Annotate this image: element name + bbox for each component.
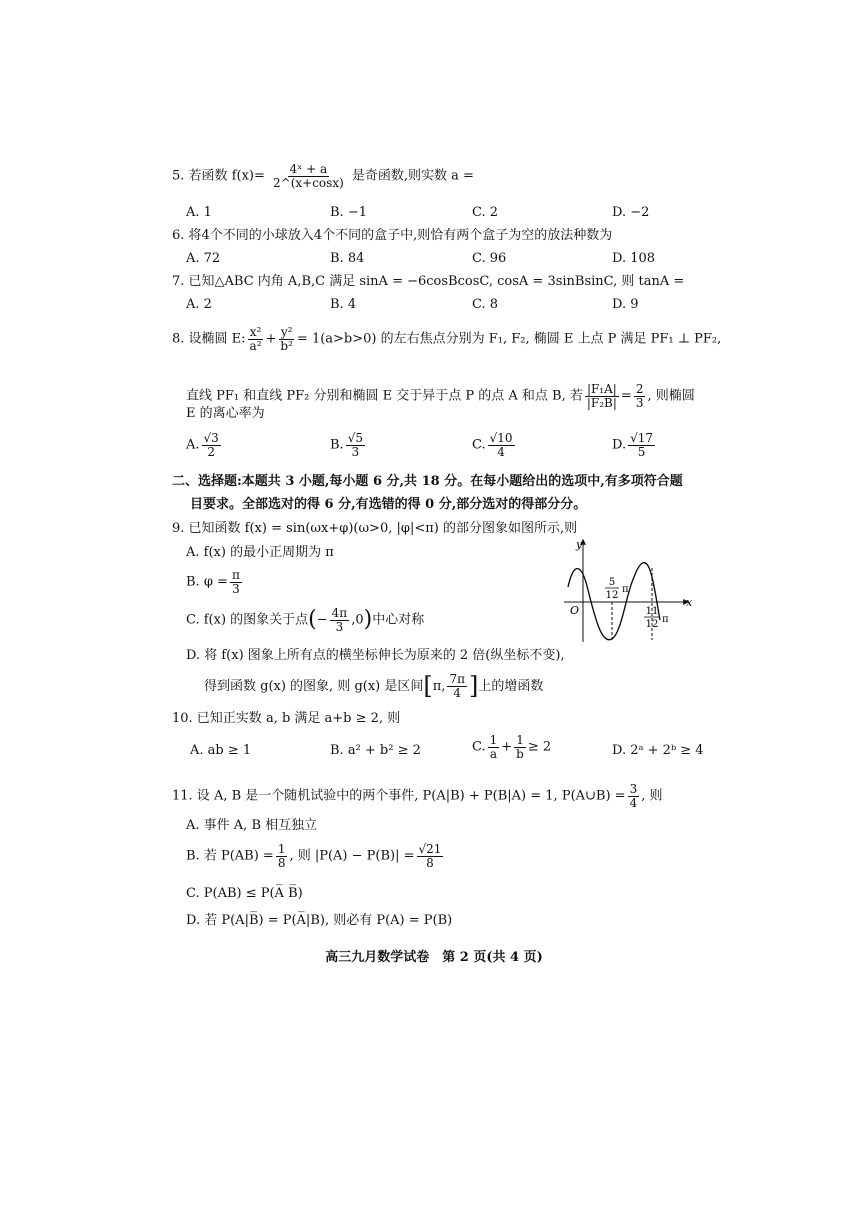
q7-option-a: A. 2 <box>186 297 212 312</box>
q5-option-a: A. 1 <box>186 205 212 220</box>
q9-d-post: 上的增函数 <box>478 678 544 694</box>
q8-option-d-num: √17 <box>630 431 654 445</box>
q8-option-c <box>472 432 517 458</box>
x-label: x <box>686 596 693 609</box>
q11-b-num2: √21 <box>418 842 442 856</box>
q11-num: 3 <box>629 782 638 796</box>
q5-option-c: C. 2 <box>472 205 499 220</box>
q10-option-d: D. 2ᵃ + 2ᵇ ≥ 4 <box>612 743 704 758</box>
q8-ratio-num: |F₁A| <box>586 382 617 396</box>
q8-option-b-label: B. <box>330 437 344 453</box>
q8-frac-y-num: y² <box>280 325 293 339</box>
q7-stem: 7. 已知△ABC 内角 A,B,C 满足 sinA = −6cosBcosC, cosA = 3sinBsinC, 则 tanA = <box>172 274 685 289</box>
q8-option-c-den: 4 <box>497 444 505 459</box>
q10-c-num2: 1 <box>516 733 524 747</box>
q8-ratio-value-num: 2 <box>635 382 644 396</box>
q5-option-d: D. −2 <box>612 205 650 220</box>
q5-stem <box>172 163 474 189</box>
q8-frac-x-num: x² <box>249 325 262 339</box>
q10-stem: 10. 已知正实数 a, b 满足 a+b ≥ 2, 则 <box>172 711 401 726</box>
q8-frac-y <box>278 326 295 352</box>
q8-option-b-den: 3 <box>351 444 360 459</box>
q8-option-b <box>330 432 367 458</box>
q11-option-a: A. 事件 A, B 相互独立 <box>186 818 318 833</box>
q9-c-num: 4π <box>331 606 348 621</box>
q6-option-a: A. 72 <box>186 251 221 266</box>
q11-b-frac <box>276 843 288 869</box>
q7-option-c: C. 8 <box>472 297 499 312</box>
q8-text-b: = 1(a>b>0) 的左右焦点分别为 F₁, F₂, 椭圆 E 上点 P 满足 PF₁ ⊥ PF₂, <box>296 331 722 347</box>
q5-fx: f(x)= <box>231 168 265 184</box>
q9-stem: 9. 已知函数 f(x) = sin(ωx+φ)(ω>0, |φ|<π) 的部分图象如图所示,则 <box>172 521 578 536</box>
q11-b-num: 1 <box>277 842 286 856</box>
q11-stem <box>172 783 662 809</box>
q10-option-a: A. ab ≥ 1 <box>190 743 252 758</box>
q11-den: 4 <box>629 795 638 810</box>
q8-option-d-den: 5 <box>637 444 646 459</box>
q9-c-pre: C. f(x) 的图象关于点 <box>186 612 309 628</box>
q10-c-den1: a <box>489 746 498 761</box>
q8-option-c-num: √10 <box>489 431 513 445</box>
q9-b-pre: B. φ = <box>186 574 228 590</box>
q8-line1 <box>172 326 721 352</box>
q10-option-c <box>472 734 551 760</box>
q11-b-den: 8 <box>277 855 286 870</box>
q5-suffix: 是奇函数,则实数 a = <box>351 168 474 184</box>
origin-label: O <box>570 604 580 617</box>
q8-plus: + <box>265 331 277 347</box>
q10-c-frac2 <box>514 734 526 760</box>
q8-option-a-den: 2 <box>207 444 215 459</box>
q9-d-frac <box>447 673 467 699</box>
q11-text-post: , 则 <box>641 788 663 804</box>
q8-line3: E 的离心率为 <box>186 406 265 421</box>
q5-option-b: B. −1 <box>330 205 367 220</box>
q9-c-frac <box>330 607 350 633</box>
q9-option-a: A. f(x) 的最小正周期为 π <box>186 545 334 560</box>
q11-frac <box>628 783 640 809</box>
q5-fraction <box>271 163 346 189</box>
q8-option-b-num: √5 <box>347 431 363 445</box>
q10-c-post: ≥ 2 <box>527 739 552 755</box>
q7-option-d: D. 9 <box>612 297 639 312</box>
q5-den: 2^(x+cosx) <box>273 175 344 190</box>
page-footer: 高三九月数学试卷 第 2 页(共 4 页) <box>325 950 543 965</box>
q5-prefix: 5. 若函数 <box>172 168 228 184</box>
q8-option-c-label: C. <box>472 437 486 453</box>
q9-c-den: 3 <box>335 619 344 634</box>
y-label: y <box>576 538 583 551</box>
q7-option-b: B. 4 <box>330 297 357 312</box>
q9-option-d-line2: 得到函数 g(x) 的图象, 则 g(x) 是区间[π, $\frac{7\pi}{4}$ ]上的增函数 <box>204 672 544 700</box>
q8-option-b-frac <box>346 432 365 458</box>
q8-option-c-frac <box>488 432 515 458</box>
q11-b-den2: 8 <box>426 855 434 870</box>
q9-c-post: 中心对称 <box>372 612 425 628</box>
q9-d-den: 4 <box>453 685 462 700</box>
q9-b-den: 3 <box>232 581 240 596</box>
tick2-num: 11 <box>645 606 659 617</box>
q8-eq: = <box>620 388 632 404</box>
q8-option-d-label: D. <box>612 437 627 453</box>
q10-c-num1: 1 <box>489 733 498 747</box>
q8-option-a-label: A. <box>186 437 200 453</box>
q8-frac-x-den: a² <box>249 338 262 353</box>
q8-option-a <box>186 432 223 458</box>
q5-num: 4ˣ + a <box>289 162 328 176</box>
q9-b-num: π <box>231 568 240 582</box>
tick2-pi: π <box>662 614 669 625</box>
q8-option-d-frac <box>628 432 655 458</box>
tick1-pi: π <box>622 584 629 595</box>
tick1-num: 5 <box>608 577 616 588</box>
q9-d-num: 7π <box>449 672 465 687</box>
q9-d-pre: 得到函数 g(x) 的图象, 则 g(x) 是区间 <box>204 678 424 694</box>
q10-c-plus: + <box>501 739 513 755</box>
section2-line2: 目要求。全部选对的得 6 分,有选错的得 0 分,部分选对的得部分分。 <box>190 497 587 512</box>
q8-line2-c: , 则椭圆 <box>647 388 695 404</box>
q10-c-pre: C. <box>472 739 486 755</box>
q8-option-d <box>612 432 657 458</box>
q8-text-a: 8. 设椭圆 E: <box>172 331 246 347</box>
q10-c-den2: b <box>516 746 524 761</box>
q8-ratio-value-den: 3 <box>635 395 644 410</box>
q11-text-pre: 11. 设 A, B 是一个随机试验中的两个事件, P(A|B) + P(B|A) = 1, P(A∪B) = <box>172 788 626 804</box>
q9-option-c: C. f(x) 的图象关于点(− $\frac{4\pi}{3}$ ,0)中心对称 <box>186 606 425 634</box>
q6-option-c: C. 96 <box>472 251 507 266</box>
q9-option-b <box>186 569 244 595</box>
q11-b-pre: B. 若 P(AB) = <box>186 848 274 864</box>
q10-c-frac1 <box>488 734 500 760</box>
q6-stem: 6. 将4个不同的小球放入4个不同的盒子中,则恰有两个盒子为空的放法种数为 <box>172 228 613 243</box>
q8-line2-a: 直线 PF₁ 和直线 PF₂ 分别和椭圆 E 交于异于点 P 的点 A 和点 B, 若 <box>186 388 583 404</box>
q10-option-b: B. a² + b² ≥ 2 <box>330 743 421 758</box>
section2-line1: 二、选择题:本题共 3 小题,每小题 6 分,共 18 分。在每小题给出的选项中,有多项符合题 <box>172 474 683 489</box>
q9-d-int-a: π, <box>432 678 446 694</box>
q6-option-d: D. 108 <box>612 251 656 266</box>
q9-option-d-line1: D. 将 f(x) 图象上所有点的横坐标伸长为原来的 2 倍(纵坐标不变), <box>186 648 565 663</box>
q8-option-a-num: √3 <box>203 431 219 445</box>
q9-sine-graph <box>556 532 696 647</box>
q8-frac-x <box>248 326 264 352</box>
q11-b-frac2 <box>417 843 444 869</box>
q6-option-b: B. 84 <box>330 251 365 266</box>
q9-b-frac <box>230 569 242 595</box>
q8-ratio <box>585 383 619 409</box>
q11-b-mid: , 则 |P(A) − P(B)| = <box>289 848 415 864</box>
q8-frac-y-den: b² <box>280 338 293 353</box>
q8-ratio-den: |F₂B| <box>586 395 617 410</box>
q8-option-a-frac <box>202 432 221 458</box>
q8-ratio-value <box>634 383 646 409</box>
q11-option-d: D. 若 P(A|B̅) = P(A̅|B), 则必有 P(A) = P(B) <box>186 913 453 928</box>
q11-option-c: C. P(AB) ≤ P(A̅ B̅) <box>186 886 303 901</box>
q11-option-b <box>186 843 445 869</box>
tick1-den: 12 <box>605 590 619 601</box>
tick2-den: 12 <box>645 619 659 630</box>
